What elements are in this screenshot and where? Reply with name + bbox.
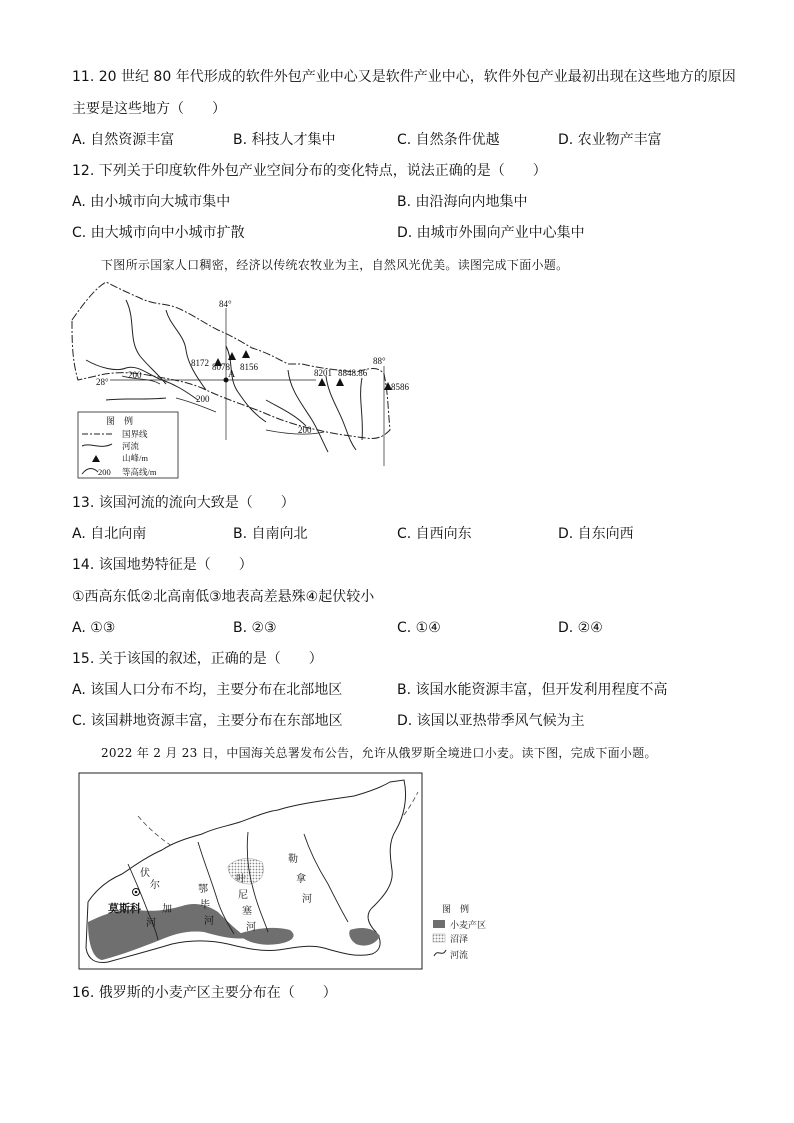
q13-option-a[interactable]: A. 自北向南 [72, 526, 147, 542]
q14-statements: ①西高东低②北高南低③地表高差悬殊④起伏较小 [72, 589, 375, 605]
map2-legend [433, 903, 486, 960]
peak-label: 8586 [391, 382, 409, 392]
q15-option-b[interactable]: B. 该国水能资源丰富，但开发利用程度不高 [397, 682, 668, 698]
q15-option-c[interactable]: C. 该国耕地资源丰富，主要分布在东部地区 [72, 713, 343, 729]
q15-stem: 15. 关于该国的叙述，正确的是（ ） [72, 651, 323, 667]
peak-label: 8848.86 [338, 368, 368, 378]
svg-text:山峰/m: 山峰/m [122, 453, 148, 463]
contour-label: 200 [196, 394, 210, 404]
svg-text:河流: 河流 [122, 441, 140, 451]
q13-stem: 13. 该国河流的流向大致是（ ） [72, 495, 295, 511]
meridian-88-label: 88° [373, 356, 386, 366]
svg-text:沼泽: 沼泽 [450, 934, 469, 944]
river-label: 毕 [200, 900, 210, 911]
q14-option-b[interactable]: B. ②③ [233, 620, 277, 636]
river-label: 塞 [242, 906, 252, 917]
meridian-84-label: 84° [219, 299, 232, 309]
peak-label: 8156 [240, 362, 258, 372]
q13-option-d[interactable]: D. 自东向西 [558, 526, 634, 542]
parallel-28-label: 28° [96, 377, 109, 387]
peak-label: 8172 [191, 358, 209, 368]
q15-option-a[interactable]: A. 该国人口分布不均，主要分布在北部地区 [72, 682, 343, 698]
russia-map [78, 772, 498, 974]
svg-text:国界线: 国界线 [122, 429, 148, 439]
river-label: 拿 [296, 874, 306, 885]
map1-intro: 下图所示国家人口稠密，经济以传统农牧业为主，自然风光优美。读图完成下面小题。 [101, 258, 569, 272]
river-label: 叶 [236, 874, 246, 885]
q12-option-a[interactable]: A. 由小城市向大城市集中 [72, 194, 231, 210]
svg-text:小麦产区: 小麦产区 [450, 920, 487, 930]
q14-option-a[interactable]: A. ①③ [72, 620, 116, 636]
q12-option-d[interactable]: D. 由城市外围向产业中心集中 [397, 225, 585, 241]
q11-stem-line2: 主要是这些地方（ ） [72, 101, 226, 117]
peak-icon [242, 350, 250, 358]
q12-stem: 12. 下列关于印度软件外包产业空间分布的变化特点，说法正确的是（ ） [72, 163, 547, 179]
svg-text:图 例: 图 例 [106, 416, 134, 426]
map2-intro: 2022 年 2 月 23 日，中国海关总署发布公告，允许从俄罗斯全境进口小麦。读下图，完成下面小题。 [101, 746, 657, 760]
peak-icon [318, 378, 326, 386]
svg-text:河流: 河流 [450, 950, 469, 960]
river-label: 伏 [140, 868, 150, 879]
svg-text:等高线/m: 等高线/m [122, 467, 157, 477]
svg-text:200: 200 [98, 467, 111, 477]
q13-option-b[interactable]: B. 自南向北 [233, 526, 308, 542]
svg-text:图 例: 图 例 [442, 904, 470, 914]
q15-option-d[interactable]: D. 该国以亚热带季风气候为主 [397, 713, 585, 729]
peak-icon [336, 378, 344, 386]
river-label: 尔 [150, 880, 160, 891]
river-label: 河 [146, 918, 156, 929]
q11-option-d[interactable]: D. 农业物产丰富 [558, 132, 662, 148]
contour-label: 200 [128, 370, 142, 380]
river-label: 加 [162, 904, 172, 915]
river-label: 勒 [288, 854, 298, 865]
q16-stem: 16. 俄罗斯的小麦产区主要分布在（ ） [72, 985, 337, 1001]
peak-label: 8201 [314, 368, 332, 378]
peak-label: 8078 [212, 362, 230, 372]
q14-option-c[interactable]: C. ①④ [397, 620, 441, 636]
map1-legend [78, 412, 178, 478]
q13-option-c[interactable]: C. 自西向东 [397, 526, 472, 542]
city-label-moscow: 莫斯科 [108, 903, 141, 915]
river-label: 鄂 [198, 884, 208, 895]
q14-option-d[interactable]: D. ②④ [558, 620, 603, 636]
q14-stem: 14. 该国地势特征是（ ） [72, 557, 253, 573]
river-label: 尼 [238, 890, 248, 901]
river-label: 河 [246, 922, 256, 933]
q11-option-c[interactable]: C. 自然条件优越 [397, 132, 500, 148]
contour-label: 200 [298, 425, 312, 435]
q11-option-b[interactable]: B. 科技人才集中 [233, 132, 336, 148]
river-label: 河 [204, 916, 214, 927]
nepal-map [66, 280, 416, 480]
q11-option-a[interactable]: A. 自然资源丰富 [72, 132, 175, 148]
q12-option-c[interactable]: C. 由大城市向中小城市扩散 [72, 225, 245, 241]
q12-option-b[interactable]: B. 由沿海向内地集中 [397, 194, 528, 210]
point-a-label: A [228, 369, 236, 380]
river-label: 河 [302, 894, 312, 905]
q11-stem-line1: 11. 20 世纪 80 年代形成的软件外包产业中心又是软件产业中心，软件外包产业最初出现在这些地方的原因 [72, 69, 736, 85]
